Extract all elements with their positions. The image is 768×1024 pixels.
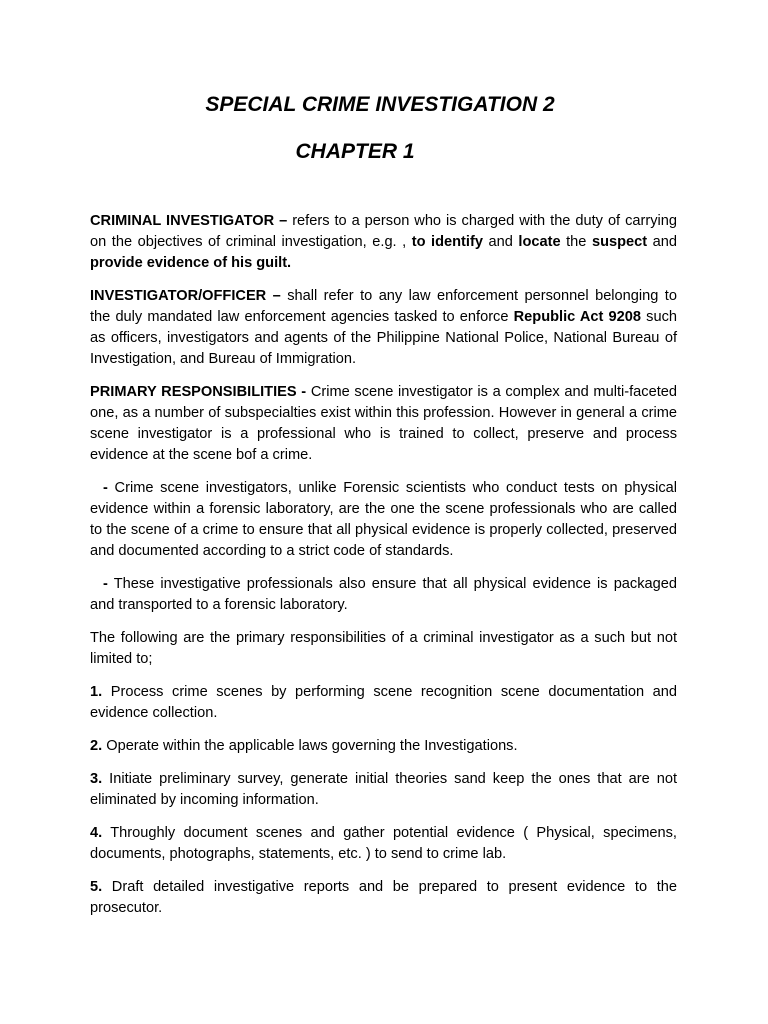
list-item [90, 769, 677, 811]
list-item-text: Process crime scenes by performing scene recognition scene documentation and evidence collection. [90, 684, 677, 721]
paragraph-text: shall refer to any law enforcement personnel belonging to the duly mandated law enforcement agencies tasked to enforce [90, 288, 677, 325]
paragraph-text: refers to a person who is charged with the duty of carrying on the objectives of criminal investigation, e.g. , [90, 213, 677, 250]
list-number: 1. [90, 684, 103, 700]
paragraph-criminal-investigator [90, 211, 677, 274]
paragraph-text: These investigative professionals also ensure that all physical evidence is packaged and transported to a forensic laboratory. [90, 576, 677, 613]
term-investigator-officer: INVESTIGATOR/OFFICER – [90, 288, 281, 304]
document-body [90, 211, 677, 931]
emphasis-text: suspect [591, 234, 648, 250]
term-primary-responsibilities: PRIMARY RESPONSIBILITIES - [90, 384, 307, 400]
paragraph-text: Crime scene investigator is a complex and multi-faceted one, as a number of subspecialties exist within this profession. However in general a crime scene investigator is a professional who is trained to collect, preserve and process evidence at the scene bof a crime. [90, 384, 677, 463]
paragraph-following [90, 628, 677, 670]
list-item [90, 877, 677, 919]
paragraph-dash-investigators [90, 478, 677, 562]
list-item-text: Operate within the applicable laws governing the Investigations. [102, 738, 518, 754]
list-item-text: Throughly document scenes and gather potential evidence ( Physical, specimens, documents, photographs, statements, etc. ) to send to crime lab. [90, 825, 677, 862]
list-number: 5. [90, 879, 103, 895]
list-item [90, 823, 677, 865]
dash-bullet: - [103, 576, 108, 592]
list-item [90, 682, 677, 724]
paragraph-text: and [482, 234, 519, 250]
paragraph-primary-responsibilities [90, 382, 677, 466]
paragraph-text: such as officers, investigators and agents of the Philippine National Police, National Bureau of Investigation, and Bureau of Immigration. [90, 309, 677, 367]
paragraph-text: and [647, 234, 677, 250]
term-criminal-investigator: CRIMINAL INVESTIGATOR – [90, 213, 288, 229]
emphasis-text: to identify [411, 234, 483, 250]
dash-bullet: - [103, 480, 108, 496]
paragraph-investigator-officer [90, 286, 677, 370]
paragraph-text: Crime scene investigators, unlike Forensic scientists who conduct tests on physical evidence within a forensic laboratory, are the one the scene professionals who are called to the scene of a crime to ensure that all physical evidence is properly collected, preserved and documented according to a strict code of standards. [90, 480, 677, 559]
list-item-text: Draft detailed investigative reports and be prepared to present evidence to the prosecutor. [90, 879, 677, 916]
document-title: SPECIAL CRIME INVESTIGATION 2 [205, 93, 555, 116]
paragraph-text: the [560, 234, 592, 250]
list-number: 3. [90, 771, 103, 787]
paragraph-dash-professionals [90, 574, 677, 616]
emphasis-text: Republic Act 9208 [513, 309, 641, 325]
list-number: 4. [90, 825, 103, 841]
chapter-heading: CHAPTER 1 [295, 140, 415, 163]
list-item [90, 736, 677, 757]
list-item-text: Initiate preliminary survey, generate initial theories sand keep the ones that are not eliminated by incoming information. [90, 771, 677, 808]
emphasis-text: provide evidence of his guilt. [90, 255, 292, 271]
list-number: 2. [90, 738, 103, 754]
paragraph-text: The following are the primary responsibilities of a criminal investigator as a such but not limited to; [90, 630, 677, 667]
emphasis-text: locate [518, 234, 561, 250]
